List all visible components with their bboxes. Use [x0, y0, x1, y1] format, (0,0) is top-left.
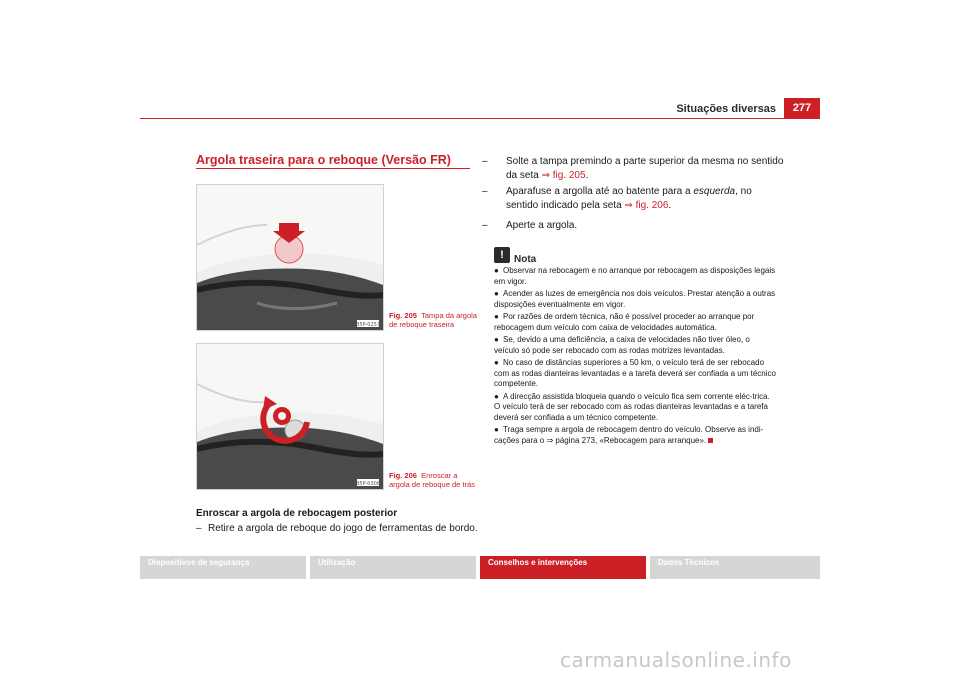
figure-206-caption-text: Enroscar a argola de reboque de trás — [389, 471, 475, 489]
running-header-title: Situações diversas — [676, 103, 776, 115]
step-2-text-b: , no sentido indicado pela seta — [506, 186, 752, 211]
note-item: ● Observar na rebocagem e no arranque por rebocagem as disposições legais em vigor. — [494, 266, 776, 286]
header-rule — [140, 118, 820, 119]
left-step-text: Retire a argola de reboque do jogo de ferramentas de bordo. — [208, 523, 478, 534]
note-label: Nota — [514, 254, 537, 265]
figure-205-image — [196, 184, 384, 331]
figure-206-image — [196, 343, 384, 490]
subheading: Enroscar a argola de rebocagem posterior — [196, 508, 398, 519]
step-2: – Aparafuse a argolla até ao batente para a esquerda, no sentido indicado pela seta ⇒ fig. 206. — [482, 186, 752, 211]
end-of-section-square-icon — [708, 438, 713, 443]
step-1-text: Solte a tampa premindo a parte superior da mesma no sentido da seta — [506, 156, 784, 181]
figure-205-code: B5P-0257 — [355, 322, 381, 328]
footer-tab-utilizacao[interactable]: Utilização — [310, 556, 476, 579]
note-item: ● Acender as luzes de emergência nos dois veículos. Prestar atenção a outras disposições eventualmente em vigor. — [494, 289, 776, 309]
step-3: – Aperte a argola. — [482, 220, 578, 231]
step-2-fig-link[interactable]: ⇒ fig. 206 — [624, 200, 669, 211]
note-item: ● Por razões de ordem técnica, não é possível proceder ao arranque por rebocagem dum veículo com caixa de velocidades automática. — [494, 312, 755, 332]
footer-tab-dispositivos-de-seguranca[interactable]: Dispositivos de segurança — [140, 556, 306, 579]
step-1: – Solte a tampa premindo a parte superior da mesma no sentido da seta ⇒ fig. 205. — [482, 156, 784, 181]
page-number: 277 — [784, 98, 820, 118]
step-2-text-a: Aparafuse a argolla até ao batente para a — [506, 186, 691, 197]
step-1-fig-link[interactable]: ⇒ fig. 205 — [541, 170, 586, 181]
note-list — [494, 266, 776, 448]
step-3-text: Aperte a argola. — [506, 220, 578, 231]
note-item: ● No caso de distâncias superiores a 50 km, o veículo terá de ser rebocado com as rodas dianteiras levantadas e a tarefa deverá ser confiada a um técnico competente. — [494, 358, 776, 388]
figure-205-number: Fig. 205 — [389, 311, 417, 320]
section-title: Argola traseira para o reboque (Versão FR) — [196, 153, 451, 167]
watermark-text: carmanualsonline.info — [560, 648, 792, 672]
left-step: – Retire a argola de reboque do jogo de ferramentas de bordo. — [196, 523, 478, 534]
note-item: ● A direcção assistida bloqueia quando o veículo fica sem corrente eléc-trica. O veículo terá de ser rebocado com as rodas dianteiras levantadas e a tarefa deverá ser confiada a um técnico competente. — [494, 391, 770, 422]
note-exclamation-icon: ! — [494, 247, 510, 263]
figure-205-caption-text: Tampa da argola de reboque traseira — [389, 311, 477, 329]
footer-tab-dados-tecnicos[interactable]: Dados Técnicos — [650, 556, 820, 579]
section-title-rule — [196, 168, 470, 169]
footer-tab-conselhos-e-intervencoes[interactable]: Conselhos e intervenções — [480, 556, 646, 579]
figure-206-caption — [389, 471, 479, 489]
figure-206-number: Fig. 206 — [389, 471, 417, 480]
note-item: ● Se, devido a uma deficiência, a caixa de velocidades não tiver óleo, o veículo só pode ser rebocado com as rodas motrizes levantadas. — [494, 335, 750, 355]
note-item: ● Traga sempre a argola de rebocagem dentro do veículo. Observe as indi-cações para o ⇒ página 273, «Rebocagem para arranque». — [494, 425, 764, 445]
step-2-emphasis: esquerda — [693, 186, 736, 197]
figure-206-code: B5P-0308 — [355, 481, 381, 487]
figure-205-caption — [389, 311, 479, 329]
